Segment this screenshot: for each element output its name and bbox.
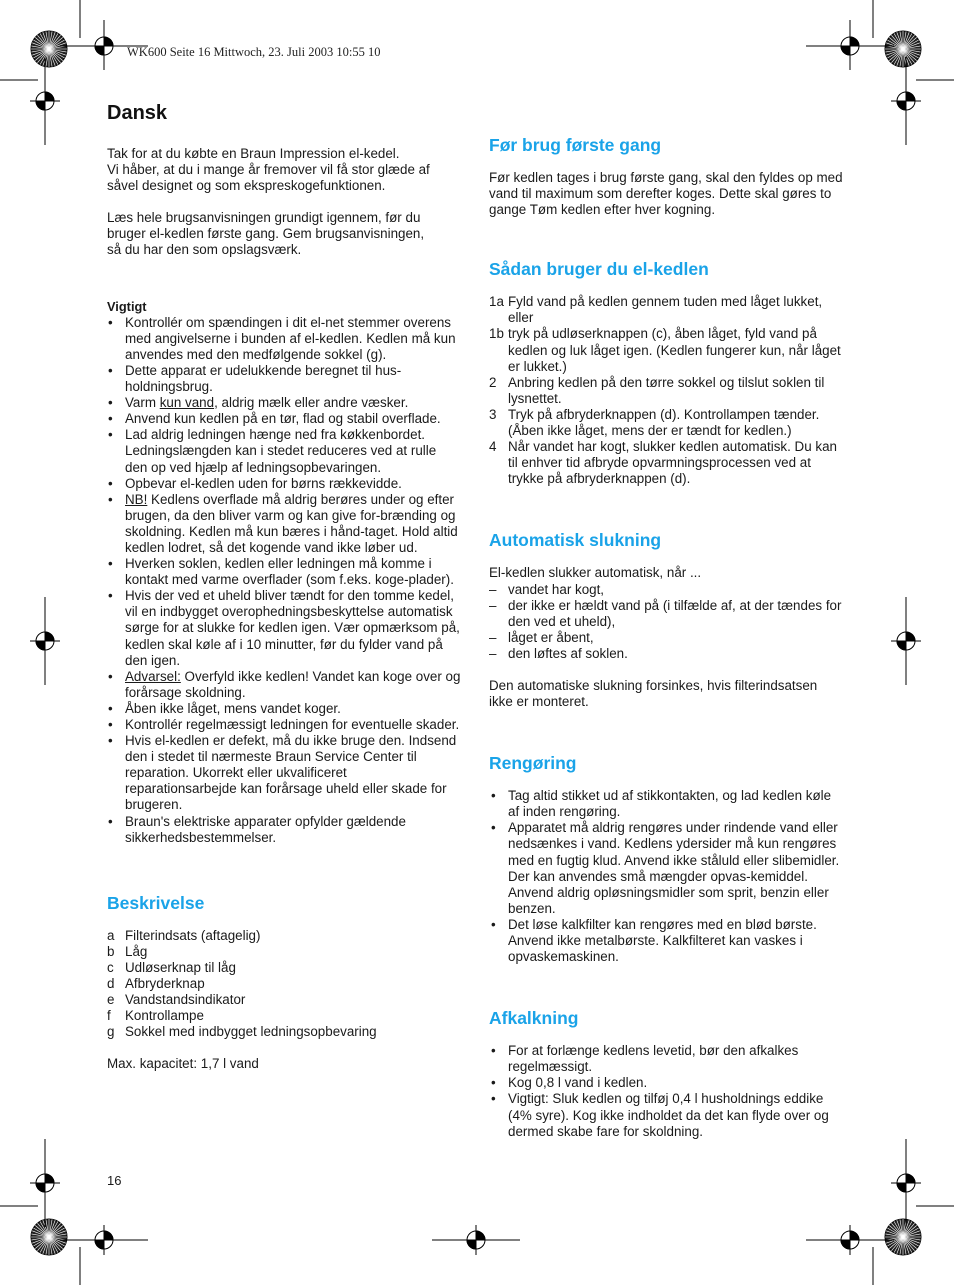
- section-heading-automatisk: Automatisk slukning: [489, 530, 662, 551]
- list-item-text: Kontrollampe: [125, 1008, 204, 1024]
- list-item-text: Vandstandsindikator: [125, 992, 246, 1008]
- list-item-text: Anbring kedlen på den tørre sokkel og tilslut soklen til lysnettet.: [508, 374, 825, 406]
- intro-line: så du har den som opslagsværk.: [107, 242, 302, 258]
- page-title: Dansk: [107, 102, 168, 124]
- list-item: [107, 1024, 377, 1040]
- list-item: • Åben ikke låget, mens vandet koger.: [107, 701, 462, 717]
- list-item-text: tryk på udløserknappen (c), åben låget, fyld vand på kedlen og luk låget igen. (Kedlen fungerer kun, når låget er lukket.): [508, 326, 841, 374]
- list-item-text: Udløserknap til låg: [125, 959, 236, 975]
- list-item-text: Filterindsats (aftagelig): [125, 927, 261, 943]
- list-item-key: –: [489, 645, 497, 661]
- list-item-key: –: [489, 597, 497, 613]
- auto-off-list: [489, 582, 844, 662]
- color-bar-mark: [31, 31, 67, 67]
- cleaning-list: [489, 788, 844, 965]
- list-item: [107, 944, 377, 960]
- list-item-key: a: [107, 927, 115, 943]
- list-item: • Kontrollér om spændingen i dit el-net stemmer overens med angivelserne i bunden af el-kedlen. Kedlen må kun anvendes med den medfølgende sokkel (g).: [107, 315, 462, 363]
- automatisk-note: Den automatiske slukning forsinkes, hvis filterindsatsen ikke er monteret.: [489, 677, 818, 710]
- list-item-key: g: [107, 1024, 115, 1040]
- section-heading-rengoering: Rengøring: [489, 753, 577, 774]
- list-item: [489, 439, 844, 487]
- list-item: [489, 598, 844, 630]
- list-item-text: Tryk på afbryderknappen (d). Kontrollampen tænder. (Åben ikke låget, mens der er tændt for kedlen.): [508, 406, 820, 439]
- list-item-key: 4: [489, 439, 497, 455]
- list-item: [489, 375, 844, 407]
- section-heading-foer-brug: Før brug første gang: [489, 135, 662, 155]
- list-item-text: Når vandet har kogt, slukker kedlen automatisk. Du kan til enhver tid afbryde opvarmningsprocessen ved at trykke på afbryderknappen (d).: [508, 439, 837, 487]
- intro-line: bruger el-kedlen første gang. Gem brugsanvisningen,: [107, 226, 425, 242]
- list-item: [489, 294, 844, 326]
- intro-line: Læs hele brugsanvisningen grundigt igennem, før du: [107, 210, 421, 226]
- list-item: • Tag altid stikket ud af stikkontakten, og lad kedlen køle af inden rengøring.: [489, 788, 844, 820]
- list-item-key: b: [107, 943, 115, 959]
- list-item: • Kontrollér regelmæssigt ledningen for eventuelle skader.: [107, 717, 462, 733]
- list-item: • Varm kun vand, aldrig mælk eller andre væsker.: [107, 395, 462, 411]
- list-item-text: låget er åbent,: [508, 629, 594, 645]
- right-column: [489, 134, 844, 1140]
- list-item-key: 3: [489, 406, 497, 422]
- color-bar-mark: [31, 1219, 67, 1255]
- parts-list: [107, 928, 377, 1041]
- list-item: • Apparatet må aldrig rengøres under rindende vand eller nedsænkes i vand. Kedlens ydersider må kun rengøres med en fugtig klud. Anvend ikke ståluld eller slibemidler. Der kan anvendes små mængder opvas-kemiddel. Anvend aldrig opløsningsmidler som sprit, benzin eller benzen.: [489, 820, 844, 917]
- list-item-key: d: [107, 976, 115, 992]
- list-item: • NB! Kedlens overflade må aldrig berøres under og efter brugen, da den bliver varm og kan give for-brænding og skoldning. Kedlen må kun bæres i hånd-taget. Hold altid kedlen lodret, så det kogende vand ikke løber ud.: [107, 492, 462, 556]
- list-item-text: Låg: [125, 943, 148, 959]
- list-item: • Opbevar el-kedlen uden for børns rækkevidde.: [107, 476, 462, 492]
- page-number: 16: [107, 1173, 122, 1188]
- list-item-text: der ikke er hældt vand på (i tilfælde af, at der tændes for den ved et uheld),: [508, 597, 842, 629]
- list-item: • Anvend kun kedlen på en tør, flad og stabil overflade.: [107, 411, 462, 427]
- section-heading-afkalkning: Afkalkning: [489, 1008, 579, 1029]
- list-item: [489, 326, 844, 374]
- list-item: • Vigtigt: Sluk kedlen og tilføj 0,4 l husholdnings eddike (4% syre). Kog ikke indholdet da det kan flyde over og dermed skabe fare for skoldning.: [489, 1091, 844, 1139]
- list-item-key: –: [489, 629, 497, 645]
- list-item-key: f: [107, 1008, 111, 1024]
- list-item: • Hverken soklen, kedlen eller ledningen må komme i kontakt med varme overflader (som f.eks. koge-plader).: [107, 556, 462, 588]
- list-item-text: Fyld vand på kedlen gennem tuden med låget lukket, eller: [508, 294, 823, 326]
- color-bar-mark: [885, 31, 921, 67]
- list-item: [107, 1008, 377, 1024]
- list-item: • Braun's elektriske apparater opfylder gældende sikkerhedsbestemmelser.: [107, 814, 462, 846]
- list-item: • Hvis der ved et uheld bliver tændt for den tomme kedel, vil en indbygget overophedningsbeskyttelse automatisk sørge for at slukke for kedlen igen. Vær opmærksom på, kedlen skal køle af i 10 minutter, før du fylder vand på den igen.: [107, 588, 462, 668]
- automatisk-intro: El-kedlen slukker automatisk, når ...: [489, 565, 702, 581]
- intro-line: Vi håber, at du i mange år fremover vil få stor glæde af: [107, 162, 430, 178]
- list-item: [107, 992, 377, 1008]
- list-item: • Dette apparat er udelukkende beregnet til hus-holdningsbrug.: [107, 363, 462, 395]
- intro-line: Tak for at du købte en Braun Impression el-kedel.: [107, 146, 400, 161]
- list-item: [489, 407, 844, 439]
- capacity-text: Max. kapacitet: 1,7 l vand: [107, 1056, 259, 1072]
- list-item: • Kog 0,8 l vand i kedlen.: [489, 1075, 844, 1091]
- vigtigt-label: Vigtigt: [107, 298, 147, 314]
- list-item-text: vandet har kogt,: [508, 581, 605, 597]
- section-heading-saadan-bruger: Sådan bruger du el-kedlen: [489, 259, 709, 280]
- list-item-text: den løftes af soklen.: [508, 645, 628, 661]
- list-item: [107, 960, 377, 976]
- list-item-key: 1b: [489, 326, 504, 342]
- list-item: [107, 928, 377, 944]
- steps-list: [489, 294, 844, 487]
- list-item: [107, 976, 377, 992]
- foer-brug-text: Før kedlen tages i brug første gang, skal den fyldes op med vand til maximum som derefter koges. Dette skal gøres to gange Tøm kedlen efter hver kogning.: [489, 170, 843, 218]
- list-item: • Hvis el-kedlen er defekt, må du ikke bruge den. Indsend den i stedet til nærmeste Braun Service Center til reparation. Ukorrekt eller ukvalificeret reparationsarbejde kan forårsage uheld eller skade for brugeren.: [107, 733, 462, 813]
- list-item-key: 2: [489, 374, 497, 390]
- list-item-text: Afbryderknap: [125, 976, 205, 992]
- list-item-key: e: [107, 992, 115, 1008]
- list-item: • Det løse kalkfilter kan rengøres med en blød børste. Anvend ikke metalbørste. Kalkfilteret kan vaskes i opvaskemaskinen.: [489, 917, 844, 965]
- list-item-text: Sokkel med indbygget ledningsopbevaring: [125, 1024, 377, 1040]
- descaling-list: [489, 1043, 844, 1140]
- intro-line: såvel designet og som ekspreskogefunktionen.: [107, 178, 386, 194]
- list-item: [489, 646, 844, 662]
- list-item-key: –: [489, 581, 497, 597]
- list-item: • Advarsel: Overfyld ikke kedlen! Vandet kan koge over og forårsage skoldning.: [107, 669, 462, 701]
- left-column: [107, 100, 462, 1073]
- list-item: • For at forlænge kedlens levetid, bør den afkalkes regelmæssigt.: [489, 1043, 844, 1075]
- list-item: [489, 630, 844, 646]
- safety-list: [107, 315, 462, 846]
- list-item: • Lad aldrig ledningen hænge ned fra køkkenbordet. Ledningslængden kan i stedet reduceres ved at rulle den op ved hjælp af ledningsopbevaringen.: [107, 427, 462, 475]
- list-item: [489, 582, 844, 598]
- list-item-key: c: [107, 959, 114, 975]
- section-heading-beskrivelse: Beskrivelse: [107, 892, 205, 913]
- print-slug: WK600 Seite 16 Mittwoch, 23. Juli 2003 10:55 10: [127, 45, 381, 59]
- list-item-key: 1a: [489, 294, 504, 310]
- color-bar-mark: [885, 1219, 921, 1255]
